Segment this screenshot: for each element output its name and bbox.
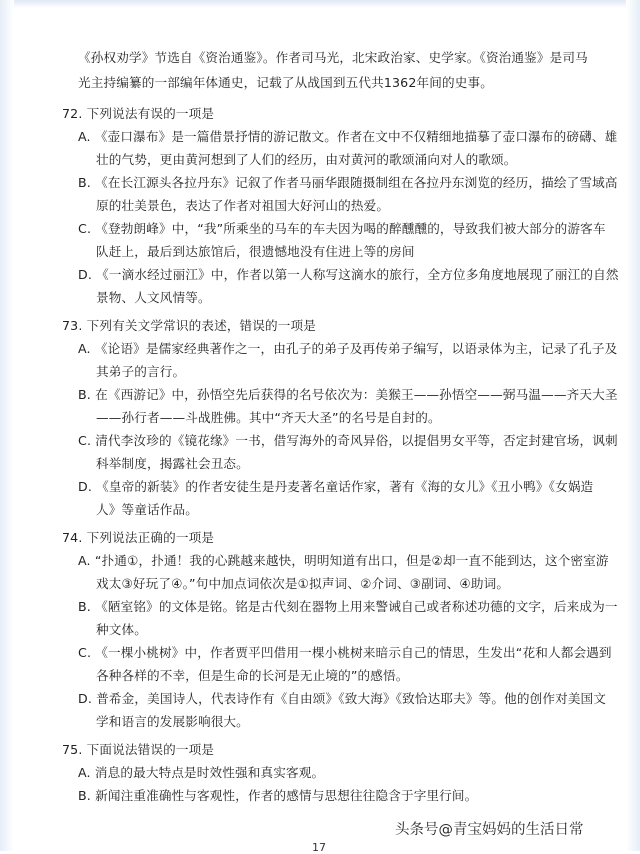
q73-option-b-line-1: B. 在《西游记》中，孙悟空先后获得的名号依次为：美猴王——孙悟空——弼马温——齐天大圣: [78, 387, 618, 402]
q74-option-d-line-2: 学和语言的发展影响很大。: [96, 714, 249, 729]
right-tint: [626, 0, 640, 851]
question-72-stem: 72. 下列说法有误的一项是: [62, 106, 215, 121]
q74-option-c-line-1: C. 《一棵小桃树》中，作者贾平凹借用一棵小桃树来暗示自己的情思，生发出“花和人都会遇到: [78, 645, 612, 660]
question-73-stem: 73. 下列有关文学常识的表述，错误的一项是: [62, 318, 317, 333]
q73-option-a-line-2: 其弟子的言行。: [96, 364, 186, 379]
q72-option-b-line-1: B. 《在长江源头各拉丹东》记叙了作者马丽华跟随摄制组在各拉丹东浏览的经历，描绘了雪域高: [78, 175, 618, 190]
page-number: 17: [312, 841, 326, 854]
q74-option-a-line-1: A. “扑通①，扑通！我的心跳越来越快，明明知道有出口，但是②却一直不能到达，这个密室游: [78, 553, 609, 568]
q73-option-c-line-1: C. 清代李汝珍的《镜花缘》一书，借写海外的奇风异俗，以提倡男女平等，否定封建官场，讽刺: [78, 433, 618, 448]
q73-option-b-line-2: ——孙行者——斗战胜佛。其中“齐天大圣”的名号是自封的。: [96, 410, 441, 425]
q72-option-d-line-1: D. 《一滴水经过丽江》中，作者以第一人称写这滴水的旅行，全方位多角度地展现了丽江的自然: [78, 267, 619, 282]
q74-option-d-line-1: D. 普希金，美国诗人，代表诗作有《自由颂》《致大海》《致恰达耶夫》等。他的创作对美国文: [78, 691, 607, 706]
q73-option-c-line-2: 科举制度，揭露社会丑态。: [96, 456, 249, 471]
q74-option-a-line-2: 戏太③好玩了④。”句中加点词依次是①拟声词、②介词、③副词、④助词。: [96, 576, 510, 591]
q72-option-d-line-2: 景物、人文风情等。: [96, 290, 211, 305]
q72-option-c-line-1: C. 《登勃朗峰》中，“我”所乘坐的马车的车夫因为喝的醉醺醺的，导致我们被大部分的游客车: [78, 221, 606, 236]
left-tint: [0, 0, 14, 851]
question-74-stem: 74. 下列说法正确的一项是: [62, 530, 215, 545]
top-tint: [0, 0, 640, 8]
q74-option-b-line-1: B. 《陋室铭》的文体是铭。铭是古代刻在器物上用来警诫自己或者称述功德的文字，后来成为一: [78, 599, 618, 614]
q75-option-a-line-1: A. 消息的最大特点是时效性强和真实客观。: [78, 765, 325, 780]
q74-option-c-line-2: 各种各样的不幸，但是生命的长河是无止境的”的感悟。: [96, 668, 409, 683]
intro-line-1: 《孙权劝学》节选自《资治通鉴》。作者司马光，北宋政治家、史学家。《资治通鉴》是司马: [78, 50, 588, 65]
intro-line-2: 光主持编纂的一部编年体通史，记载了从战国到五代共1362年间的史事。: [78, 75, 493, 90]
q72-option-a-line-2: 壮的气势，更由黄河想到了人们的经历，由对黄河的歌颂涌向对人的歌颂。: [96, 152, 517, 167]
question-75-stem: 75. 下面说法错误的一项是: [62, 742, 215, 757]
q75-option-b-line-1: B. 新闻注重准确性与客观性，作者的感情与思想往往隐含于字里行间。: [78, 788, 478, 803]
q72-option-b-line-2: 原的壮美景色，表达了作者对祖国大好河山的热爱。: [96, 198, 390, 213]
q73-option-d-line-2: 人》等童话作品。: [96, 502, 198, 517]
watermark: 头条号@青宝妈妈的生活日常: [395, 822, 584, 838]
q72-option-c-line-2: 队赶上，最后到达旅馆后，很遗憾地没有住进上等的房间: [96, 244, 415, 259]
q73-option-d-line-1: D. 《皇帝的新装》的作者安徒生是丹麦著名童话作家，著有《海的女儿》《丑小鸭》《女娲造: [78, 479, 594, 494]
q74-option-b-line-2: 种文体。: [96, 622, 147, 637]
q73-option-a-line-1: A. 《论语》是儒家经典著作之一，由孔子的弟子及再传弟子编写，以语录体为主，记录了孔子及: [78, 341, 618, 356]
q72-option-a-line-1: A. 《壶口瀑布》是一篇借景抒情的游记散文。作者在文中不仅精细地描摹了壶口瀑布的磅礴、雄: [78, 129, 618, 144]
